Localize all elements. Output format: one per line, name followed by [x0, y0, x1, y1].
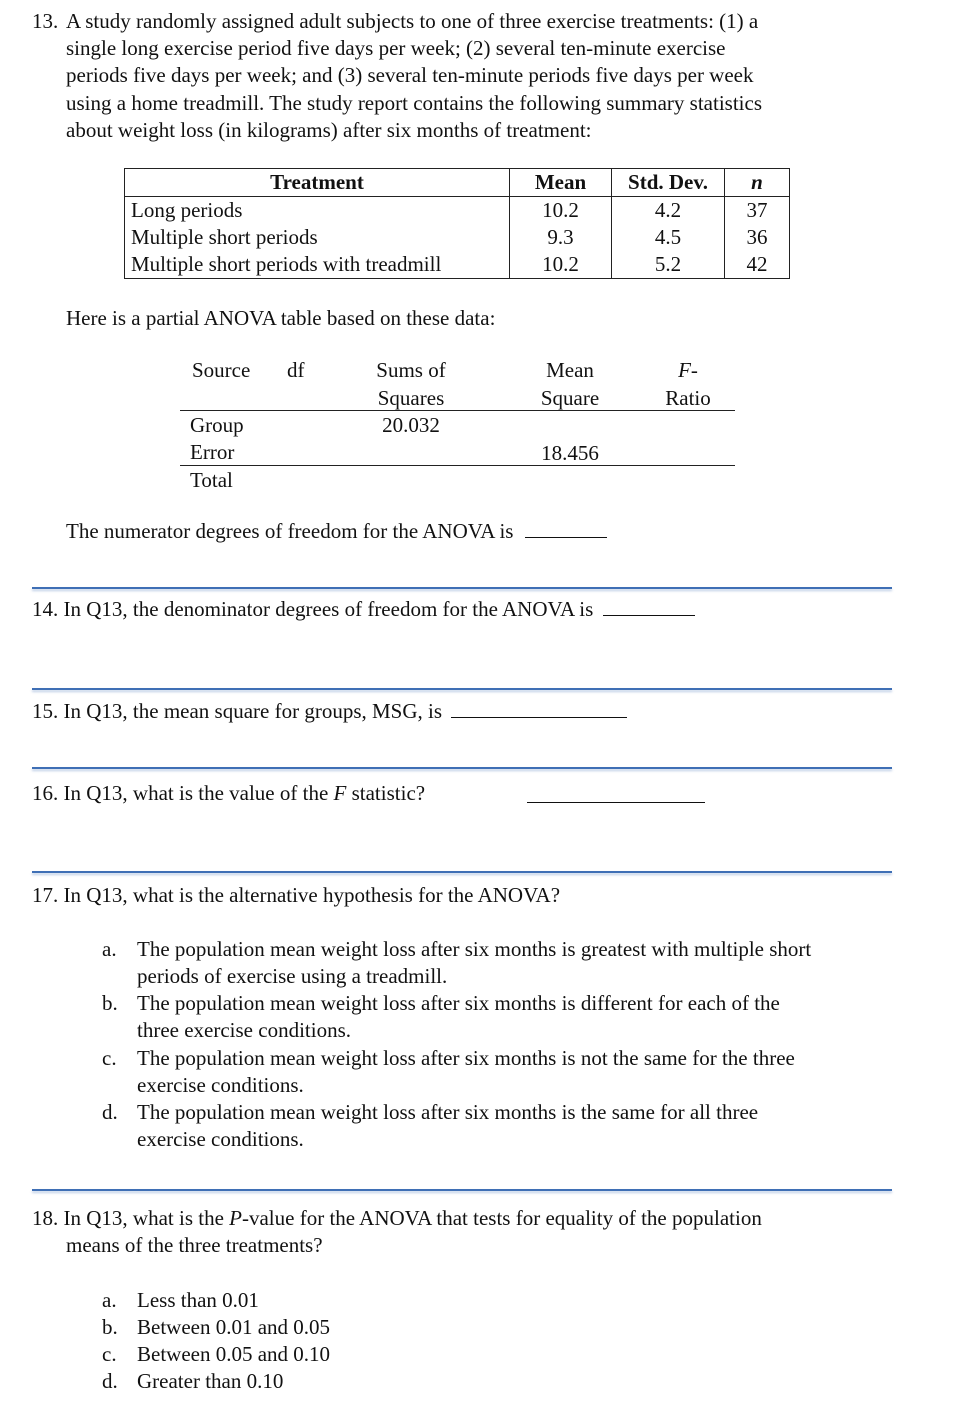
anova-header-ss-2: Squares — [377, 386, 445, 410]
question-text: -value for the ANOVA that tests for equality of the population — [241, 1206, 762, 1230]
option-b[interactable] — [137, 990, 885, 1044]
cell-treatment: Long periods — [125, 197, 510, 225]
anova-header-source: Source — [192, 358, 251, 382]
intro-line: A study randomly assigned adult subjects to one of three exercise treatments: (1) a — [66, 9, 759, 33]
anova-intro: Here is a partial ANOVA table based on these data: — [66, 306, 496, 330]
option-line: exercise conditions. — [137, 1127, 304, 1151]
question-text: In Q13, the mean square for groups, MSG, is — [63, 699, 443, 723]
question-18-line2: means of the three treatments? — [66, 1233, 323, 1257]
cell-n: 36 — [725, 224, 790, 251]
answer-blank[interactable] — [451, 699, 627, 718]
question-number: 17. — [32, 883, 59, 907]
question-16 — [32, 780, 425, 807]
question-text: In Q13, what is the — [63, 1206, 224, 1230]
question-17 — [32, 882, 560, 909]
answer-blank[interactable] — [527, 784, 705, 803]
option-b[interactable]: Between 0.01 and 0.05 — [137, 1315, 331, 1339]
anova-group-ss: 20.032 — [382, 413, 440, 437]
option-line: The population mean weight loss after six months is different for each of the — [137, 991, 780, 1015]
section-divider — [32, 1189, 892, 1191]
table-row — [125, 251, 790, 279]
anova-row-total: Total — [190, 468, 233, 492]
intro-line: periods five days per week; and (3) several ten-minute periods five days per week — [66, 63, 754, 87]
intro-line: about weight loss (in kilograms) after six months of treatment: — [66, 118, 592, 142]
option-letter[interactable]: d. — [102, 1369, 118, 1393]
section-divider — [32, 688, 892, 690]
option-line: exercise conditions. — [137, 1073, 304, 1097]
option-letter[interactable]: a. — [102, 1288, 117, 1312]
table-row — [125, 197, 790, 225]
cell-mean: 10.2 — [510, 197, 612, 225]
cell-sd: 4.5 — [612, 224, 725, 251]
answer-blank[interactable] — [603, 597, 695, 616]
option-a[interactable] — [137, 936, 885, 990]
table-row — [125, 224, 790, 251]
question-text: In Q13, what is the value of the — [63, 781, 329, 805]
question-number: 14. — [32, 597, 59, 621]
anova-header-f-1: F- — [678, 358, 698, 382]
question-14 — [32, 596, 695, 623]
cell-treatment: Multiple short periods with treadmill — [125, 251, 510, 279]
intro-line: single long exercise period five days per week; (2) several ten-minute exercise — [66, 36, 726, 60]
option-d[interactable] — [137, 1099, 885, 1153]
section-divider — [32, 587, 892, 589]
answer-blank[interactable] — [525, 519, 607, 538]
anova-header-ms-2: Square — [540, 386, 600, 410]
option-letter[interactable]: b. — [102, 991, 118, 1015]
cell-mean: 9.3 — [510, 224, 612, 251]
option-line: periods of exercise using a treadmill. — [137, 964, 448, 988]
anova-total-divider — [180, 465, 735, 466]
question-text-italic: P — [229, 1206, 242, 1230]
section-divider — [32, 767, 892, 769]
table-header-row — [125, 169, 790, 197]
option-line: three exercise conditions. — [137, 1018, 351, 1042]
option-line: The population mean weight loss after six months is the same for all three — [137, 1100, 759, 1124]
anova-header-ms-1: Mean — [546, 358, 594, 382]
cell-n: 37 — [725, 197, 790, 225]
option-a[interactable]: Less than 0.01 — [137, 1288, 259, 1312]
summary-statistics-table — [124, 168, 790, 279]
intro-line: using a home treadmill. The study report contains the following summary statistics — [66, 91, 762, 115]
question-text: In Q13, the denominator degrees of freedom for the ANOVA is — [63, 597, 594, 621]
anova-row-error: Error — [190, 440, 235, 464]
option-line: The population mean weight loss after six months is greatest with multiple short — [137, 937, 812, 961]
question-number: 13. — [32, 9, 59, 33]
anova-header-df: df — [287, 358, 305, 382]
anova-header-f-2: Ratio — [665, 386, 711, 410]
option-letter[interactable]: b. — [102, 1315, 118, 1339]
option-letter[interactable]: a. — [102, 937, 117, 961]
option-d[interactable]: Greater than 0.10 — [137, 1369, 284, 1393]
question-number: 15. — [32, 699, 59, 723]
option-line: The population mean weight loss after six months is not the same for the three — [137, 1046, 795, 1070]
anova-row-group: Group — [190, 413, 244, 437]
option-c[interactable]: Between 0.05 and 0.10 — [137, 1342, 331, 1366]
header-treatment: Treatment — [125, 169, 510, 197]
question-number: 16. — [32, 781, 59, 805]
option-letter[interactable]: d. — [102, 1100, 118, 1124]
option-c[interactable] — [137, 1045, 885, 1099]
section-divider — [32, 871, 892, 873]
cell-treatment: Multiple short periods — [125, 224, 510, 251]
anova-header-ss-1: Sums of — [376, 358, 446, 382]
cell-mean: 10.2 — [510, 251, 612, 279]
option-letter[interactable]: c. — [102, 1046, 117, 1070]
cell-n: 42 — [725, 251, 790, 279]
question-number: 18. — [32, 1206, 59, 1230]
question-text: statistic? — [351, 781, 426, 805]
header-n: n — [725, 169, 790, 197]
question-text: The numerator degrees of freedom for the ANOVA is — [66, 519, 514, 543]
question-text: In Q13, what is the alternative hypothesis for the ANOVA? — [63, 883, 561, 907]
question-13-prompt — [66, 518, 607, 545]
question-15 — [32, 698, 627, 725]
cell-sd: 5.2 — [612, 251, 725, 279]
question-text-italic: F — [333, 781, 347, 805]
header-std-dev: Std. Dev. — [612, 169, 725, 197]
anova-error-ms: 18.456 — [541, 441, 599, 465]
header-mean: Mean — [510, 169, 612, 197]
option-letter[interactable]: c. — [102, 1342, 117, 1366]
cell-sd: 4.2 — [612, 197, 725, 225]
question-18 — [32, 1205, 762, 1232]
